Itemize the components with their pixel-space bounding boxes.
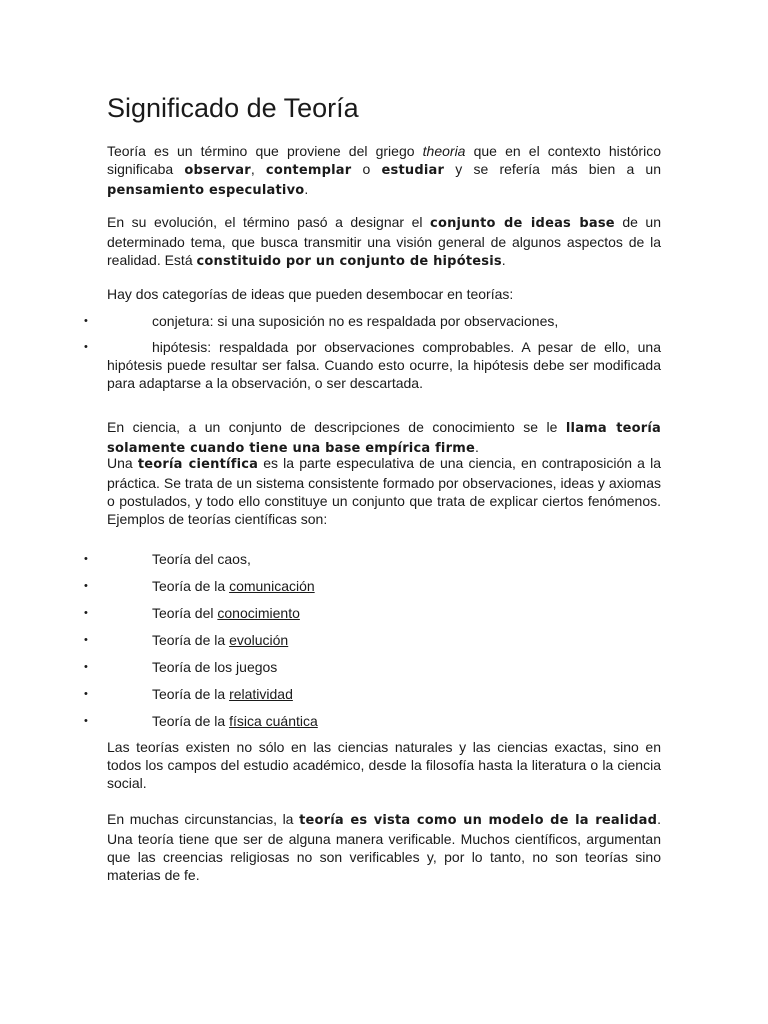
bold-term: estudiar [381,163,445,178]
text-run: es la parte especulativa de una ciencia, en contraposición a la práctica. Se trata de un sistema consistente formado por observaciones, ideas y axiomas o postulados, y todo ello constituye un conjunto que trata de explicar ciertos fenómenos. Ejemplos de teorías científicas son: [107,455,661,527]
text-run: de un determinado tema, que busca transmitir una visión general de algunos aspectos de la realidad. Está [107,214,661,268]
categories-intro: Hay dos categorías de ideas que pueden desembocar en teorías: [107,286,514,302]
text-run: En su evolución, el término pasó a designar el [107,214,431,230]
fields-paragraph: Las teorías existen no sólo en las ciencias naturales y las ciencias exactas, sino en todos los campos del estudio académico, desde la filosofía hasta la literatura o la ciencia social. [107,739,661,791]
bold-term: constituido por un conjunto de hipótesis [196,254,502,269]
evolution-paragraph [107,213,661,271]
bold-term: teoría científica [137,457,259,472]
bullet-icon: • [84,315,88,327]
list-item-text: hipótesis: respaldada por observaciones comprobables. A pesar de ello, una hipótesis puede resultar ser falsa. Cuando esto ocurre, la hipótesis debe ser modificada para adaptarse a la observación, o ser descartada. [107,339,661,391]
bullet-icon: • [84,688,88,700]
link-fisica-cuantica[interactable]: física cuántica [229,713,318,729]
bold-term: observar [184,163,251,178]
link-conocimiento[interactable]: conocimiento [217,605,300,621]
text-run: o [351,161,382,177]
text-run: . [474,439,479,455]
text-run: En muchas circunstancias, la [107,811,300,827]
bold-term: conjunto de ideas base [430,216,615,231]
link-comunicacion[interactable]: comunicación [229,578,315,594]
text-run: que en el contexto histórico significaba [107,143,661,177]
document-page: Significado de Teoría Teoría es un término que proviene del griego theoria que en el contexto histórico significaba observar, contemplar o estudiar y se refería más bien a un pensamiento especulativo. En su evolución, el término pasó a designar el conjunto de ideas base de un determinado tema, que busca transmitir una visión general de algunos aspectos de la realidad. Está constituido por un conjunto de hipótesis. Hay dos categorías de ideas que pueden desembocar en teorías: • conjetura: si una suposición no es respaldada por observaciones, • hipótesis: respaldada por observaciones comprobables. A pesar de ello, una hipótesis puede resultar ser falsa. Cuando esto ocurre, la hipótesis debe ser modificada para adaptarse a la observación, o ser descartada. En ciencia, a un conjunto de descripciones de conocimiento se le llama teoría solamente cuando tiene una base empírica firme. Una teoría científica es la parte especulativa de una ciencia, en contraposición a la práctica. Se trata de un sistema consistente formado por observaciones, ideas y axiomas o postulados, y todo ello constituye un conjunto que trata de explicar ciertos fenómenos. Ejemplos de teorías científicas son: • Teoría del caos, • Teoría de la comunicación • Teoría del conocimiento • Teoría de la evolución • Teoría de los juegos • Teoría de la relatividad • Teoría de la física cuántica Las teorías existen no sólo en las ciencias naturales y las ciencias exactas, sino en todos los campos del estudio académico, desde la filosofía hasta la literatura o la ciencia social. En muchas circunstancias, la teoría es vista como un modelo de la realidad. Una teoría tiene que ser de alguna manera verificable. Muchos científicos, argumentan que las creencias religiosas no son verificables y, por lo tanto, no son teorías sino materias de fe. [84,93,661,883]
text-run: , [250,161,266,177]
bullet-icon: • [84,553,88,565]
list-item-text: conjetura: si una suposición no es respaldada por observaciones, [152,313,559,329]
text-run: . Una teoría tiene que ser de alguna manera verificable. Muchos científicos, argumentan que las creencias religiosas no son verificables y, por lo tanto, no son teorías sino materias de fe. [107,811,661,883]
text-run: Una [107,455,138,471]
science-paragraph [107,418,661,458]
page-title: Significado de Teoría [107,93,359,123]
text-run: En ciencia, a un conjunto de descripciones de conocimiento se le [107,419,566,435]
bold-term: teoría es vista como un modelo de la realidad [299,813,658,828]
bold-term: pensamiento especulativo [107,183,305,198]
italic-term: theoria [422,143,466,159]
bullet-icon: • [84,634,88,646]
bullet-icon: • [84,661,88,673]
text-run: . [501,252,506,268]
bold-term: llama teoría solamente cuando tiene una base empírica firme [107,421,661,456]
verifiable-paragraph [107,810,661,884]
link-evolucion[interactable]: evolución [229,632,289,648]
bullet-icon: • [84,715,88,727]
bullet-icon: • [84,341,88,353]
link-relatividad[interactable]: relatividad [229,686,293,702]
text-run: . [304,181,309,197]
bullet-icon: • [84,580,88,592]
scientific-theory-paragraph [107,454,661,528]
text-run: y se refería más bien a un [444,161,661,177]
bold-term: contemplar [265,163,352,178]
intro-paragraph [107,142,661,200]
bullet-icon: • [84,607,88,619]
text-run: Teoría es un término que proviene del griego [107,143,423,159]
